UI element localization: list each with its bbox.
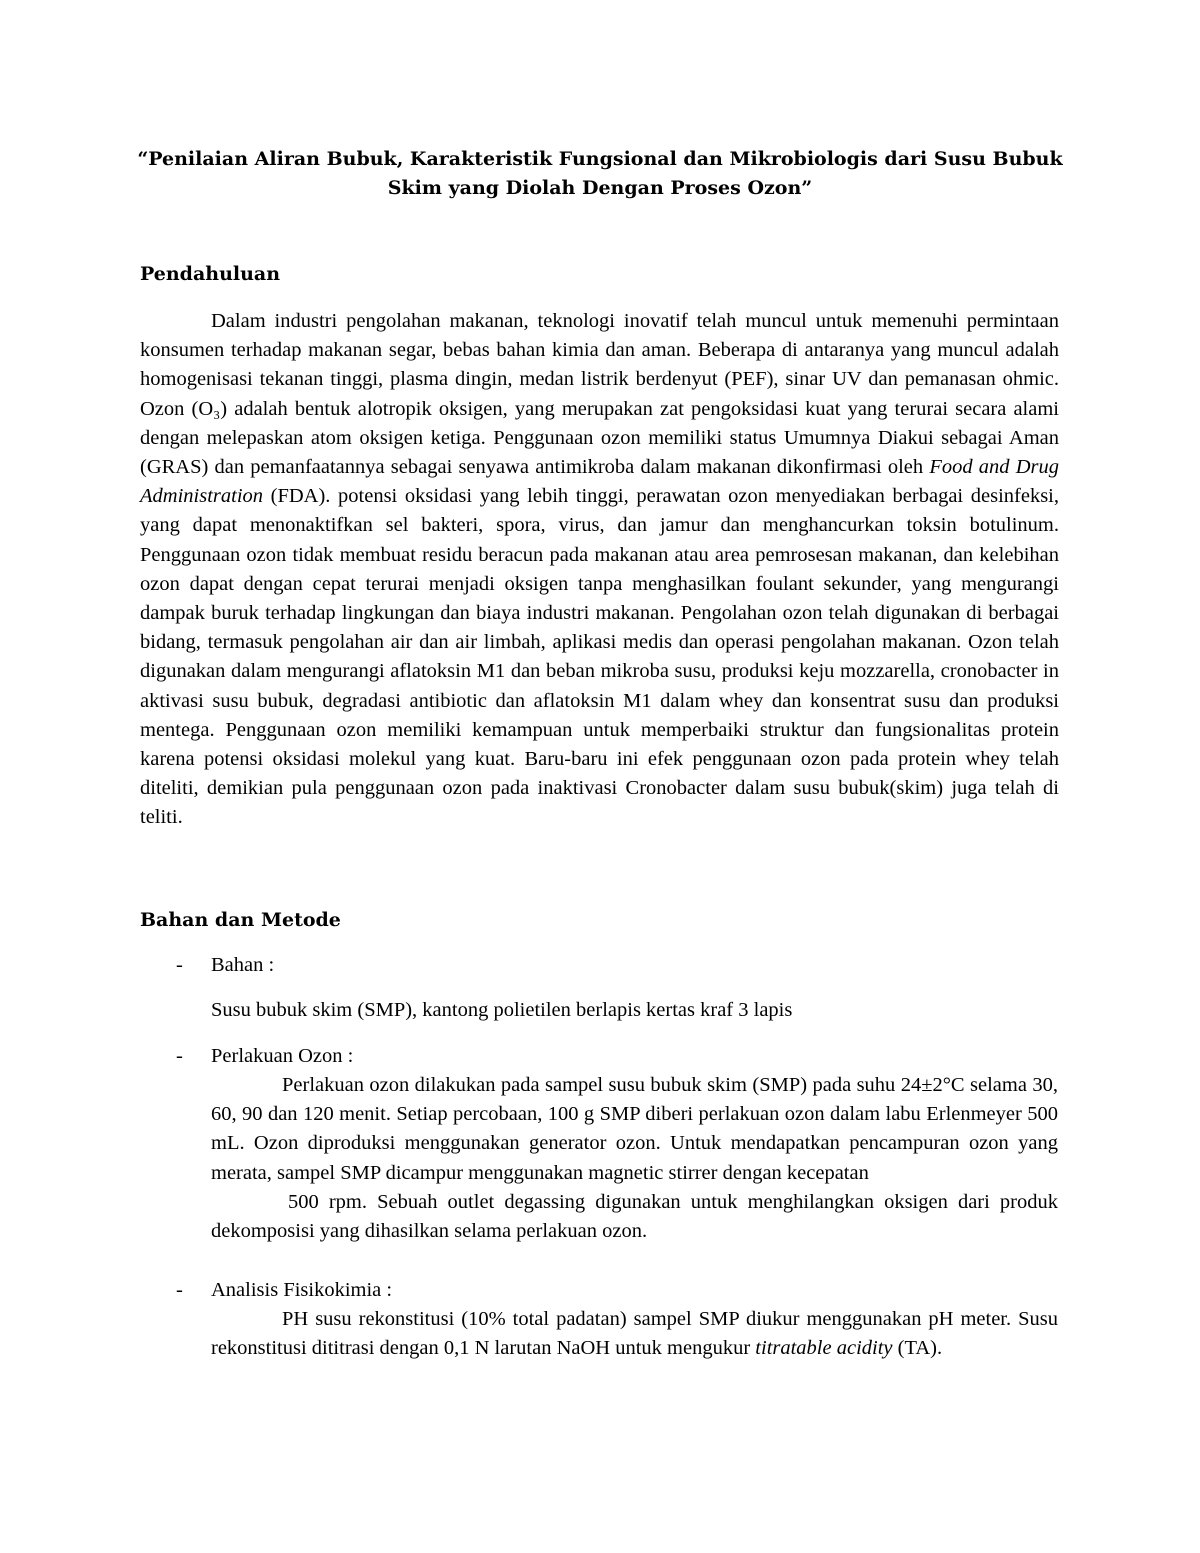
heading-bahan-dan-metode: Bahan dan Metode: [140, 909, 341, 931]
analisis-text-italic: titratable acidity: [755, 1337, 893, 1360]
heading-pendahuluan: Pendahuluan: [140, 263, 281, 285]
analisis-text-block: [211, 1305, 1058, 1363]
analisis-text-rest: (TA).: [892, 1337, 943, 1360]
list-item-analisis-fisikokimia: [176, 1276, 392, 1305]
list-label-perlakuan-ozon: Perlakuan Ozon :: [211, 1045, 354, 1067]
perlakuan-ozon-text-1: Perlakuan ozon dilakukan pada sampel susu bubuk skim (SMP) pada suhu 24±2°C selama 30, 60, 90 dan 120 menit. Setiap percobaan, 100 g SMP diberi perlakuan ozon dalam labu Erlenmeyer 500 mL. Ozon diproduksi menggunakan generator ozon. Untuk mendapatkan pencampuran ozon yang merata, sampel SMP dicampur menggunakan magnetic stirrer dengan kecepatan: [211, 1074, 1058, 1184]
title-line-2: Skim yang Diolah Dengan Proses Ozon”: [387, 177, 813, 199]
title-line-1: “Penilaian Aliran Bubuk, Karakteristik Fungsional dan Mikrobiologis dari Susu Bubuk: [137, 148, 1063, 170]
bahan-text: Susu bubuk skim (SMP), kantong polietilen berlapis kertas kraf 3 lapis: [211, 999, 793, 1021]
list-item-perlakuan-ozon: [176, 1042, 353, 1071]
document-title: [120, 145, 1080, 203]
list-dash: -: [176, 954, 183, 976]
list-label-bahan: Bahan :: [211, 954, 275, 976]
list-dash: -: [176, 1045, 183, 1067]
analisis-text: PH susu rekonstitusi (10% total padatan) sampel SMP diukur menggunakan pH meter. Susu rekonstitusi dititrasi dengan 0,1 N larutan NaOH untuk mengukur: [211, 1308, 1058, 1360]
intro-paragraph: [140, 307, 1059, 833]
intro-text-italic: Food and Drug Administration: [140, 456, 1059, 508]
perlakuan-ozon-text-block: [211, 1071, 1058, 1246]
list-item-bahan: [176, 951, 274, 980]
bahan-text-block: [211, 996, 1058, 1025]
analisis-paragraph: [211, 1305, 1058, 1363]
list-dash: -: [176, 1279, 183, 1301]
intro-paragraph-block: [140, 307, 1059, 833]
intro-text-rest: (FDA). potensi oksidasi yang lebih tinggi, perawatan ozon menyediakan berbagai desinfeksi, yang dapat menonaktifkan sel bakteri, spora, virus, dan jamur dan menghancurkan toksin botulinum. Penggunaan ozon tidak membuat residu beracun pada makanan atau area pemrosesan makanan, dan kelebihan ozon dapat dengan cepat terurai menjadi oksigen tanpa menghasilkan foulant sekunder, yang mengurangi dampak buruk terhadap lingkungan dan biaya industri makanan. Pengolahan ozon telah digunakan di berbagai bidang, termasuk pengolahan air dan air limbah, aplikasi medis dan operasi pengolahan makanan. Ozon telah digunakan dalam mengurangi aflatoksin M1 dan beban mikroba susu, produksi keju mozzarella, cronobacter in aktivasi susu bubuk, degradasi antibiotic dan aflatoksin M1 dalam whey dan konsentrat susu dan produksi mentega. Penggunaan ozon memiliki kemampuan untuk memperbaiki struktur dan fungsionalitas protein karena potensi oksidasi molekul yang kuat. Baru-baru ini efek penggunaan ozon pada protein whey telah diteliti, demikian pula penggunaan ozon pada inaktivasi Cronobacter dalam susu bubuk(skim) juga telah di teliti.: [140, 485, 1059, 829]
perlakuan-ozon-text-2: 500 rpm. Sebuah outlet degassing digunakan untuk menghilangkan oksigen dari produk dekomposisi yang dihasilkan selama perlakuan ozon.: [211, 1190, 1058, 1243]
list-label-analisis-fisikokimia: Analisis Fisikokimia :: [211, 1279, 393, 1301]
intro-text: Dalam industri pengolahan makanan, teknologi inovatif telah muncul untuk memenuhi permintaan konsumen terhadap makanan segar, bebas bahan kimia dan aman. Beberapa di antaranya yang muncul adalah homogenisasi tekanan tinggi, plasma dingin, medan listrik berdenyut (PEF), sinar UV dan pemanasan ohmic. Ozon (O₃) adalah bentuk alotropik oksigen, yang merupakan zat pengoksidasi kuat yang terurai secara alami dengan melepaskan atom oksigen ketiga. Penggunaan ozon memiliki status Umumnya Diakui sebagai Aman (GRAS) dan pemanfaatannya sebagai senyawa antimikroba dalam makanan dikonfirmasi oleh: [140, 310, 1059, 479]
